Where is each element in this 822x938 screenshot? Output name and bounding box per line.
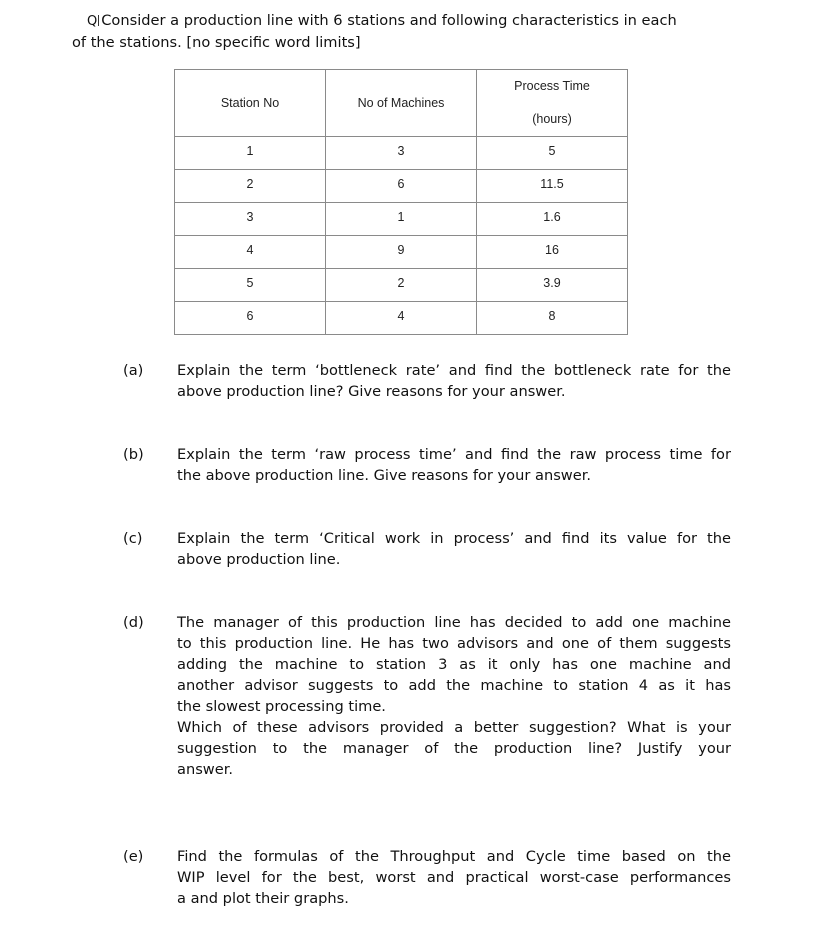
machines-cell: 3 — [326, 137, 477, 170]
station-no-cell: 5 — [175, 269, 326, 302]
question-label: (b) — [123, 446, 144, 463]
question-text — [177, 528, 731, 570]
header-station-no: Station No — [175, 70, 326, 137]
header-process-time — [477, 70, 628, 137]
question-line: the slowest processing time. — [177, 698, 386, 715]
machines-cell: 4 — [326, 302, 477, 335]
question-label: (a) — [123, 362, 144, 379]
intro-line-2: of the stations. [no specific word limits] — [72, 34, 361, 51]
machines-cell: 2 — [326, 269, 477, 302]
text-cursor-icon — [98, 15, 99, 26]
machines-cell: 1 — [326, 203, 477, 236]
table-header-row — [175, 70, 628, 137]
intro-text-1: Consider a production line with 6 stations and following characteristics in each — [101, 12, 677, 29]
table-row — [175, 137, 628, 170]
question-line: WIP level for the best, worst and practical worst-case performances — [177, 869, 731, 886]
question-line: above production line. — [177, 551, 341, 568]
process-time-cell: 8 — [477, 302, 628, 335]
process-time-cell: 11.5 — [477, 170, 628, 203]
question-label: (e) — [123, 848, 144, 865]
table-row — [175, 302, 628, 335]
question-intro — [72, 10, 677, 53]
question-line: adding the machine to station 3 as it only has one machine and — [177, 656, 731, 673]
table-row — [175, 170, 628, 203]
question-line: another advisor suggests to add the machine to station 4 as it has — [177, 677, 731, 694]
header-process-time-unit: (hours) — [532, 112, 572, 126]
process-time-cell: 3.9 — [477, 269, 628, 302]
table-row — [175, 236, 628, 269]
question-text — [177, 444, 731, 486]
question-line: suggestion to the manager of the production line? Justify your — [177, 740, 731, 757]
station-no-cell: 4 — [175, 236, 326, 269]
machines-cell: 9 — [326, 236, 477, 269]
question-line: a and plot their graphs. — [177, 890, 349, 907]
question-line: Which of these advisors provided a better suggestion? What is your — [177, 719, 731, 736]
question-line: answer. — [177, 761, 234, 778]
station-no-cell: 1 — [175, 137, 326, 170]
question-text — [177, 612, 731, 780]
question-label: (d) — [123, 614, 144, 631]
question-line: Explain the term ‘Critical work in process’ and find its value for the — [177, 530, 731, 547]
station-no-cell: 2 — [175, 170, 326, 203]
question-line: above production line? Give reasons for your answer. — [177, 383, 566, 400]
question-label: (c) — [123, 530, 143, 547]
question-line: The manager of this production line has decided to add one machine — [177, 614, 731, 631]
machines-cell: 6 — [326, 170, 477, 203]
question-text — [177, 360, 731, 402]
question-marker: Q — [87, 14, 98, 29]
process-time-cell: 16 — [477, 236, 628, 269]
question-line: Explain the term ‘raw process time’ and find the raw process time for — [177, 446, 731, 463]
table-row — [175, 203, 628, 236]
intro-line-1 — [72, 10, 677, 32]
process-time-cell: 1.6 — [477, 203, 628, 236]
station-no-cell: 6 — [175, 302, 326, 335]
question-line: Explain the term ‘bottleneck rate’ and find the bottleneck rate for the — [177, 362, 731, 379]
stations-table — [174, 69, 628, 335]
question-line: the above production line. Give reasons for your answer. — [177, 467, 592, 484]
question-line: Find the formulas of the Throughput and Cycle time based on the — [177, 848, 731, 865]
table-row — [175, 269, 628, 302]
question-line: to this production line. He has two advisors and one of them suggests — [177, 635, 731, 652]
question-text — [177, 846, 731, 909]
header-process-time-label: Process Time — [514, 79, 590, 93]
station-no-cell: 3 — [175, 203, 326, 236]
process-time-cell: 5 — [477, 137, 628, 170]
header-no-of-machines: No of Machines — [326, 70, 477, 137]
